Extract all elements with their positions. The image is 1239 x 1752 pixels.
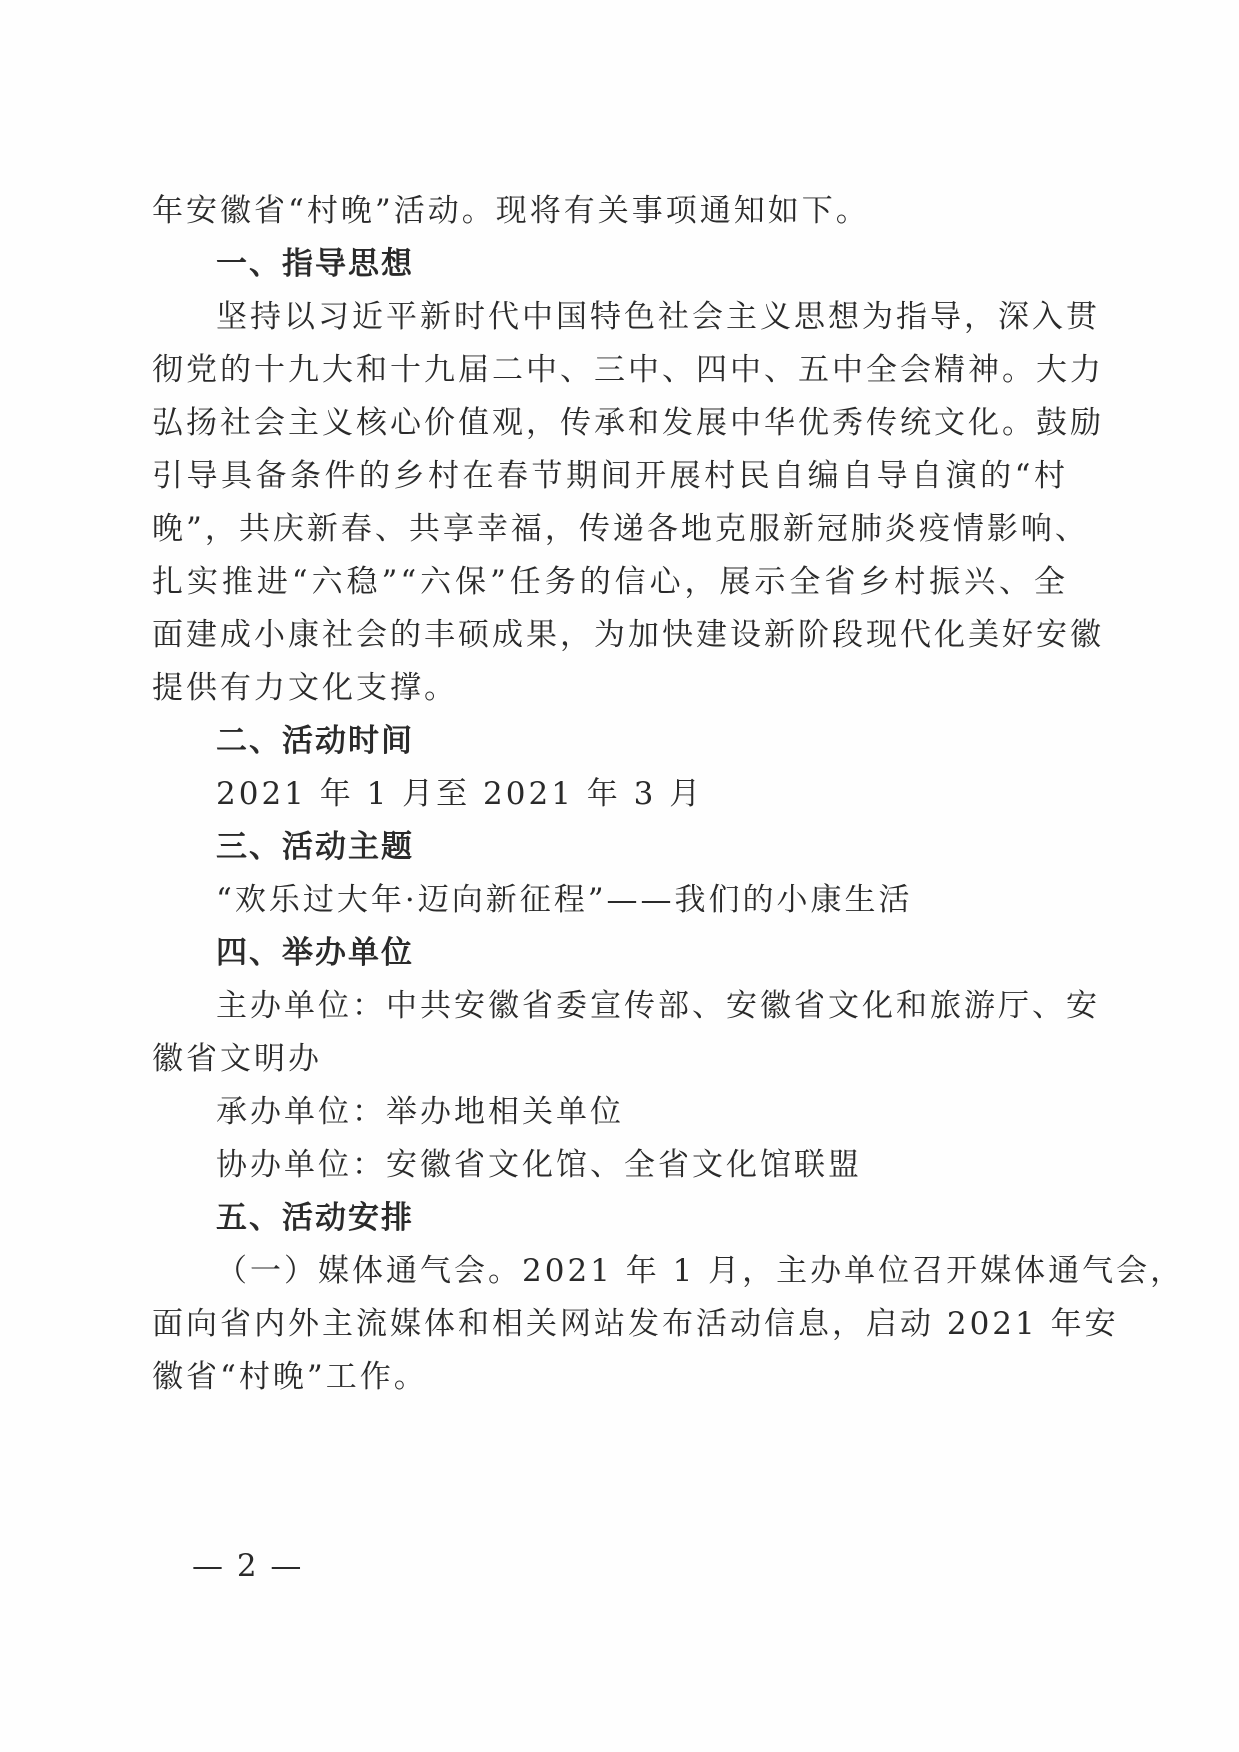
- page-number: — 2 —: [192, 1548, 304, 1584]
- activity-time-value: 2021 年 1 月至 2021 年 3 月: [216, 776, 704, 812]
- body-paragraph-line: 面向省内外主流媒体和相关网站发布活动信息，启动 2021 年安: [152, 1306, 1119, 1342]
- body-paragraph-line: 扎实推进“六稳”“六保”任务的信心，展示全省乡村振兴、全: [152, 564, 1068, 600]
- section-heading-activity-arrangement: 五、活动安排: [216, 1200, 414, 1236]
- activity-theme-value: “欢乐过大年·迈向新征程”——我们的小康生活: [216, 882, 913, 918]
- body-paragraph-line: （一）媒体通气会。2021 年 1 月，主办单位召开媒体通气会，: [216, 1253, 1185, 1289]
- body-paragraph-line: 协办单位：安徽省文化馆、全省文化馆联盟: [216, 1147, 862, 1183]
- section-heading-organizers: 四、举办单位: [216, 935, 414, 971]
- section-heading-activity-time: 二、活动时间: [216, 723, 414, 759]
- body-paragraph-line: 徽省“村晚”工作。: [152, 1359, 428, 1395]
- body-paragraph-line: 承办单位：举办地相关单位: [216, 1094, 624, 1130]
- body-paragraph-line: 年安徽省“村晚”活动。现将有关事项通知如下。: [152, 193, 870, 229]
- body-paragraph-line: 彻党的十九大和十九届二中、三中、四中、五中全会精神。大力: [152, 352, 1104, 388]
- body-paragraph-line: 主办单位：中共安徽省委宣传部、安徽省文化和旅游厅、安: [216, 988, 1100, 1024]
- document-body: [152, 185, 1185, 1404]
- body-paragraph-line: 弘扬社会主义核心价值观，传承和发展中华优秀传统文化。鼓励: [152, 405, 1104, 441]
- body-paragraph-line: 面建成小康社会的丰硕成果，为加快建设新阶段现代化美好安徽: [152, 617, 1104, 653]
- body-paragraph-line: 徽省文明办: [152, 1041, 322, 1077]
- section-heading-activity-theme: 三、活动主题: [216, 829, 414, 865]
- body-paragraph-line: 晚”，共庆新春、共享幸福，传递各地克服新冠肺炎疫情影响、: [152, 511, 1089, 547]
- section-heading-guiding-ideology: 一、指导思想: [216, 246, 414, 282]
- body-paragraph-line: 坚持以习近平新时代中国特色社会主义思想为指导，深入贯: [216, 299, 1100, 335]
- body-paragraph-line: 引导具备条件的乡村在春节期间开展村民自编自导自演的“村: [152, 458, 1068, 494]
- body-paragraph-line: 提供有力文化支撑。: [152, 670, 458, 706]
